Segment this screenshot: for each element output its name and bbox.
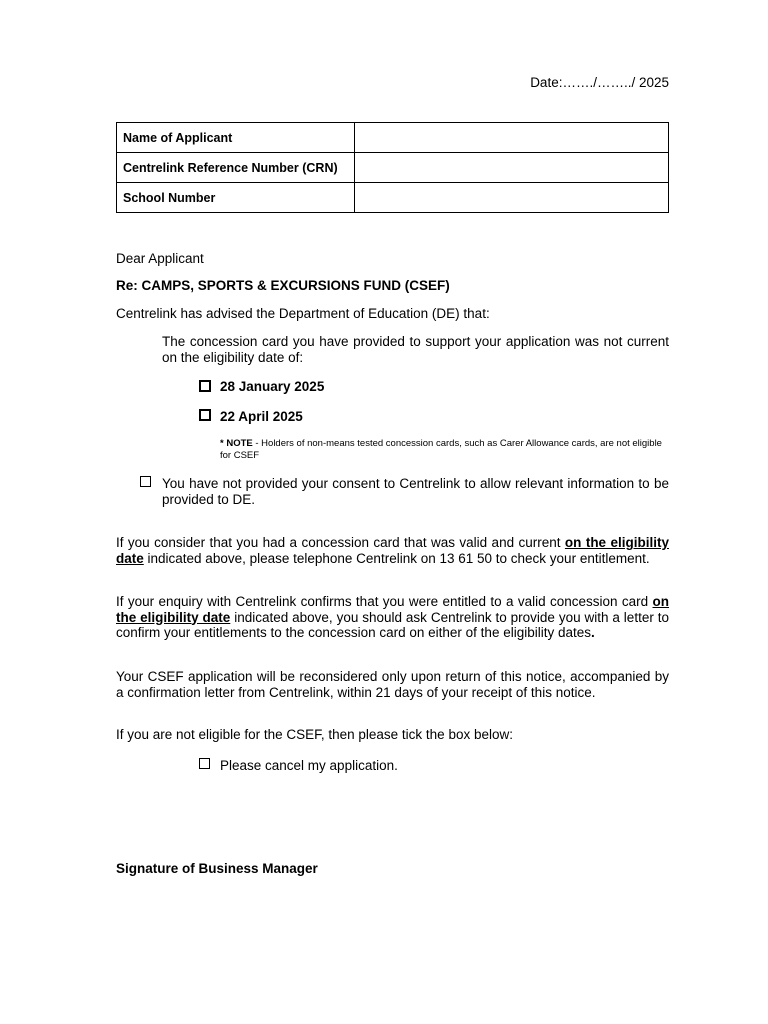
name-of-applicant-label: Name of Applicant [117, 123, 355, 153]
school-number-field[interactable] [355, 183, 669, 213]
checkbox-consent[interactable] [140, 476, 151, 487]
crn-field[interactable] [355, 153, 669, 183]
eligibility-date-emphasis: on the eligibility date [116, 594, 669, 625]
note [220, 438, 670, 462]
checkbox-22-april[interactable] [199, 409, 211, 421]
cancel-application-text: Please cancel my application. [220, 758, 398, 773]
paragraph-4: If you are not eligible for the CSEF, then please tick the box below: [116, 727, 513, 742]
paragraph-2-text-a: If your enquiry with Centrelink confirms that you were entitled to a valid concession card [116, 594, 653, 609]
table-row [117, 183, 669, 213]
applicant-info-table [116, 122, 669, 213]
subject-line: Re: CAMPS, SPORTS & EXCURSIONS FUND (CSEF) [116, 278, 450, 293]
crn-label: Centrelink Reference Number (CRN) [117, 153, 355, 183]
name-of-applicant-field[interactable] [355, 123, 669, 153]
paragraph-1 [116, 535, 669, 566]
greeting: Dear Applicant [116, 251, 204, 266]
concession-text: The concession card you have provided to support your application was not current on the eligibility date of: [162, 334, 669, 365]
checkbox-28-january[interactable] [199, 380, 211, 392]
date-line: Date:……./……../ 2025 [530, 75, 669, 90]
note-label: * NOTE [220, 438, 253, 449]
date-option-28-january: 28 January 2025 [220, 379, 325, 394]
paragraph-2-period: . [591, 625, 595, 640]
table-row [117, 153, 669, 183]
paragraph-3: Your CSEF application will be reconsidered only upon return of this notice, accompanied by a confirmation letter from Centrelink, within 21 days of your receipt of this notice. [116, 669, 669, 700]
intro-text: Centrelink has advised the Department of Education (DE) that: [116, 306, 490, 321]
paragraph-1-text-c: indicated above, please telephone Centrelink on 13 61 50 to check your entitlement. [143, 550, 650, 566]
note-text: - Holders of non-means tested concession cards, such as Carer Allowance cards, are not eligible for CSEF [220, 438, 662, 461]
date-option-22-april: 22 April 2025 [220, 409, 303, 424]
paragraph-2-text-c: indicated above, you should ask Centrelink to provide you with a letter to confirm your entitlements to the concession card on either of the eligibility dates [116, 609, 669, 640]
paragraph-1-text-a: If you consider that you had a concession card that was valid and current [116, 535, 565, 550]
paragraph-2 [116, 594, 669, 641]
table-row [117, 123, 669, 153]
school-number-label: School Number [117, 183, 355, 213]
consent-text: You have not provided your consent to Centrelink to allow relevant information to be provided to DE. [162, 476, 669, 507]
checkbox-cancel-application[interactable] [199, 758, 210, 769]
eligibility-date-emphasis: on the eligibility date [116, 535, 669, 566]
signature-label: Signature of Business Manager [116, 861, 318, 876]
